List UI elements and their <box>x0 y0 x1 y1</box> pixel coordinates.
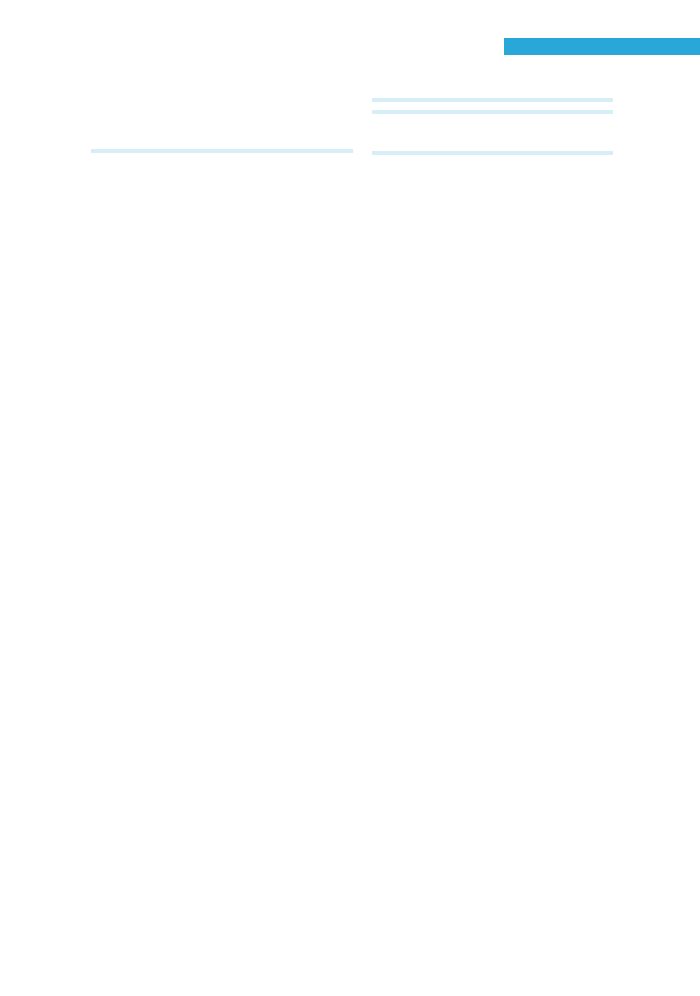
left-column <box>91 88 353 156</box>
right-column <box>372 88 613 158</box>
subsection-heading <box>372 110 613 114</box>
subsection-heading <box>372 151 613 155</box>
subsection-heading <box>91 149 353 153</box>
subsection-heading <box>372 98 613 102</box>
header-banner <box>504 38 700 55</box>
